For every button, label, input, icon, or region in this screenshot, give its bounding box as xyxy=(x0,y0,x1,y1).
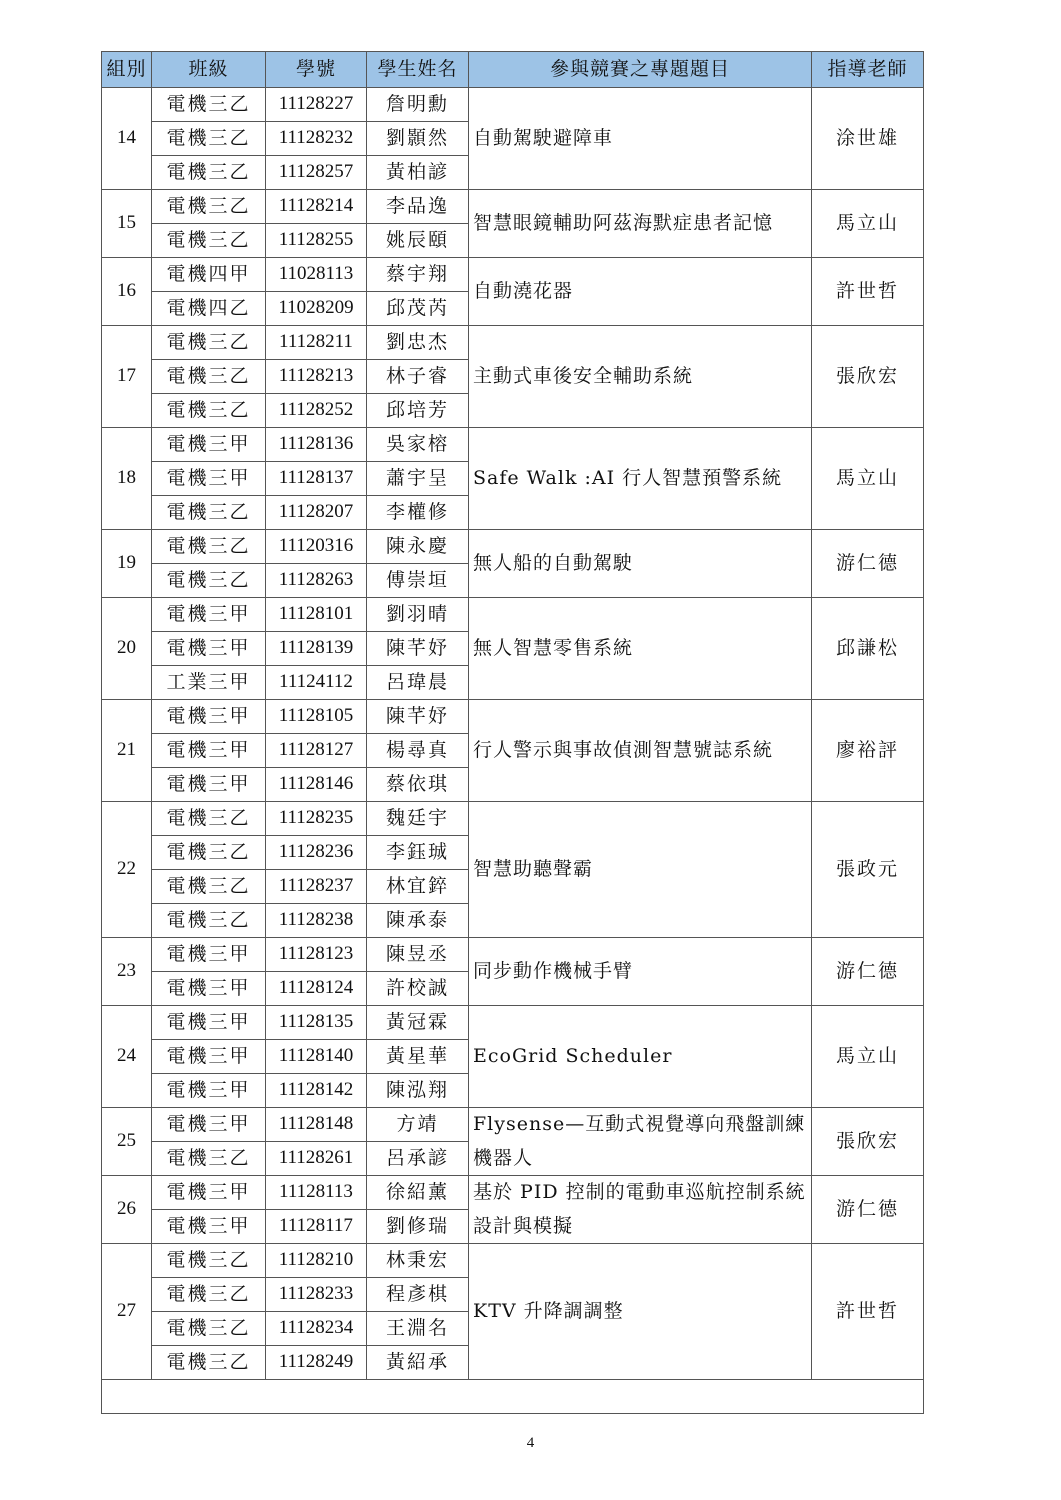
student-name-cell: 蕭宇呈 xyxy=(367,462,469,496)
group-number-cell: 14 xyxy=(102,88,152,190)
student-id-cell: 11028113 xyxy=(266,258,367,292)
class-cell: 電機三乙 xyxy=(152,394,266,428)
topic-cell: 無人智慧零售系統 xyxy=(469,598,812,700)
student-name-cell: 傅崇垣 xyxy=(367,564,469,598)
student-name-cell: 邱培芳 xyxy=(367,394,469,428)
table-header xyxy=(102,52,924,88)
class-cell: 電機三乙 xyxy=(152,530,266,564)
header-student-name: 學生姓名 xyxy=(367,52,469,88)
student-id-cell: 11128249 xyxy=(266,1346,367,1380)
student-id-cell: 11128235 xyxy=(266,802,367,836)
competition-roster-table xyxy=(101,51,924,1414)
student-name-cell: 姚辰頤 xyxy=(367,224,469,258)
table-row xyxy=(102,1176,924,1210)
empty-row xyxy=(102,1380,924,1414)
student-id-cell: 11128214 xyxy=(266,190,367,224)
class-cell: 電機三乙 xyxy=(152,1312,266,1346)
teacher-cell: 馬立山 xyxy=(812,190,924,258)
student-name-cell: 王淵名 xyxy=(367,1312,469,1346)
student-id-cell: 11128139 xyxy=(266,632,367,666)
table-row xyxy=(102,598,924,632)
class-cell: 電機三甲 xyxy=(152,972,266,1006)
class-cell: 電機三乙 xyxy=(152,496,266,530)
header-group: 組別 xyxy=(102,52,152,88)
student-id-cell: 11128137 xyxy=(266,462,367,496)
group-number-cell: 18 xyxy=(102,428,152,530)
teacher-cell: 張政元 xyxy=(812,802,924,938)
class-cell: 電機三甲 xyxy=(152,462,266,496)
student-id-cell: 11128227 xyxy=(266,88,367,122)
group-number-cell: 21 xyxy=(102,700,152,802)
class-cell: 電機三甲 xyxy=(152,1074,266,1108)
table-row xyxy=(102,700,924,734)
class-cell: 電機三甲 xyxy=(152,700,266,734)
page-number: 4 xyxy=(526,1435,535,1451)
group-number-cell: 19 xyxy=(102,530,152,598)
student-name-cell: 李權修 xyxy=(367,496,469,530)
teacher-cell: 許世哲 xyxy=(812,258,924,326)
class-cell: 電機三乙 xyxy=(152,904,266,938)
teacher-cell: 張欣宏 xyxy=(812,1108,924,1176)
student-id-cell: 11128210 xyxy=(266,1244,367,1278)
table-row xyxy=(102,326,924,360)
group-number-cell: 16 xyxy=(102,258,152,326)
student-id-cell: 11128257 xyxy=(266,156,367,190)
student-name-cell: 陳承泰 xyxy=(367,904,469,938)
student-name-cell: 李品逸 xyxy=(367,190,469,224)
student-name-cell: 徐紹薰 xyxy=(367,1176,469,1210)
class-cell: 電機三乙 xyxy=(152,156,266,190)
group-number-cell: 20 xyxy=(102,598,152,700)
topic-cell: 智慧助聽聲霸 xyxy=(469,802,812,938)
student-id-cell: 11128146 xyxy=(266,768,367,802)
class-cell: 電機三乙 xyxy=(152,88,266,122)
student-name-cell: 陳芊妤 xyxy=(367,632,469,666)
student-id-cell: 11124112 xyxy=(266,666,367,700)
topic-cell: EcoGrid Scheduler xyxy=(469,1006,812,1108)
student-id-cell: 11128136 xyxy=(266,428,367,462)
student-id-cell: 11128237 xyxy=(266,870,367,904)
student-id-cell: 11128135 xyxy=(266,1006,367,1040)
table-row xyxy=(102,530,924,564)
student-id-cell: 11128124 xyxy=(266,972,367,1006)
student-name-cell: 黃冠霖 xyxy=(367,1006,469,1040)
class-cell: 電機三乙 xyxy=(152,122,266,156)
class-cell: 電機三甲 xyxy=(152,1210,266,1244)
student-id-cell: 11128142 xyxy=(266,1074,367,1108)
student-id-cell: 11128207 xyxy=(266,496,367,530)
teacher-cell: 涂世雄 xyxy=(812,88,924,190)
student-id-cell: 11128252 xyxy=(266,394,367,428)
group-number-cell: 23 xyxy=(102,938,152,1006)
class-cell: 電機三乙 xyxy=(152,802,266,836)
student-name-cell: 陳芊妤 xyxy=(367,700,469,734)
teacher-cell: 廖裕評 xyxy=(812,700,924,802)
student-name-cell: 黃星華 xyxy=(367,1040,469,1074)
student-id-cell: 11128255 xyxy=(266,224,367,258)
class-cell: 電機三乙 xyxy=(152,224,266,258)
group-number-cell: 25 xyxy=(102,1108,152,1176)
table-row xyxy=(102,802,924,836)
student-id-cell: 11128123 xyxy=(266,938,367,972)
class-cell: 電機三甲 xyxy=(152,1006,266,1040)
topic-cell: 自動澆花器 xyxy=(469,258,812,326)
student-id-cell: 11120316 xyxy=(266,530,367,564)
student-name-cell: 黃紹承 xyxy=(367,1346,469,1380)
class-cell: 電機三甲 xyxy=(152,938,266,972)
student-name-cell: 吳家榕 xyxy=(367,428,469,462)
student-id-cell: 11128232 xyxy=(266,122,367,156)
student-name-cell: 魏廷宇 xyxy=(367,802,469,836)
table-row xyxy=(102,88,924,122)
student-name-cell: 陳昱丞 xyxy=(367,938,469,972)
student-name-cell: 蔡依琪 xyxy=(367,768,469,802)
topic-cell: 行人警示與事故偵測智慧號誌系統 xyxy=(469,700,812,802)
teacher-cell: 張欣宏 xyxy=(812,326,924,428)
student-name-cell: 程彥棋 xyxy=(367,1278,469,1312)
class-cell: 電機三甲 xyxy=(152,734,266,768)
group-number-cell: 17 xyxy=(102,326,152,428)
topic-cell: 無人船的自動駕駛 xyxy=(469,530,812,598)
group-number-cell: 15 xyxy=(102,190,152,258)
student-name-cell: 呂瑋晨 xyxy=(367,666,469,700)
student-name-cell: 林宜錊 xyxy=(367,870,469,904)
header-row xyxy=(102,52,924,88)
student-id-cell: 11128148 xyxy=(266,1108,367,1142)
class-cell: 電機三甲 xyxy=(152,768,266,802)
student-id-cell: 11128238 xyxy=(266,904,367,938)
class-cell: 電機三甲 xyxy=(152,428,266,462)
table-row xyxy=(102,258,924,292)
class-cell: 電機三乙 xyxy=(152,326,266,360)
student-id-cell: 11128117 xyxy=(266,1210,367,1244)
class-cell: 電機三甲 xyxy=(152,632,266,666)
student-id-cell: 11128236 xyxy=(266,836,367,870)
class-cell: 電機三甲 xyxy=(152,1108,266,1142)
group-number-cell: 24 xyxy=(102,1006,152,1108)
student-name-cell: 詹明勳 xyxy=(367,88,469,122)
student-id-cell: 11128140 xyxy=(266,1040,367,1074)
student-name-cell: 劉修瑞 xyxy=(367,1210,469,1244)
topic-cell: 同步動作機械手臂 xyxy=(469,938,812,1006)
student-name-cell: 劉羽晴 xyxy=(367,598,469,632)
student-name-cell: 邱茂芮 xyxy=(367,292,469,326)
student-name-cell: 林子睿 xyxy=(367,360,469,394)
teacher-cell: 游仁德 xyxy=(812,938,924,1006)
student-id-cell: 11128127 xyxy=(266,734,367,768)
topic-cell: 自動駕駛避障車 xyxy=(469,88,812,190)
class-cell: 電機四甲 xyxy=(152,258,266,292)
table-row xyxy=(102,938,924,972)
student-id-cell: 11128213 xyxy=(266,360,367,394)
teacher-cell: 馬立山 xyxy=(812,428,924,530)
topic-cell: Safe Walk :AI 行人智慧預警系統 xyxy=(469,428,812,530)
student-id-cell: 11128234 xyxy=(266,1312,367,1346)
student-name-cell: 陳泓翔 xyxy=(367,1074,469,1108)
student-name-cell: 劉忠杰 xyxy=(367,326,469,360)
class-cell: 電機三乙 xyxy=(152,870,266,904)
student-id-cell: 11128233 xyxy=(266,1278,367,1312)
student-name-cell: 李鈺珹 xyxy=(367,836,469,870)
student-id-cell: 11128101 xyxy=(266,598,367,632)
teacher-cell: 邱謙松 xyxy=(812,598,924,700)
student-name-cell: 劉顥然 xyxy=(367,122,469,156)
group-number-cell: 26 xyxy=(102,1176,152,1244)
class-cell: 電機三甲 xyxy=(152,1176,266,1210)
teacher-cell: 游仁德 xyxy=(812,1176,924,1244)
class-cell: 電機三乙 xyxy=(152,836,266,870)
student-name-cell: 陳永慶 xyxy=(367,530,469,564)
topic-cell: Flysense—互動式視覺導向飛盤訓練機器人 xyxy=(469,1108,812,1176)
class-cell: 電機三乙 xyxy=(152,190,266,224)
class-cell: 電機三甲 xyxy=(152,1040,266,1074)
topic-cell: 主動式車後安全輔助系統 xyxy=(469,326,812,428)
student-id-cell: 11128113 xyxy=(266,1176,367,1210)
class-cell: 電機三乙 xyxy=(152,564,266,598)
student-name-cell: 蔡宇翔 xyxy=(367,258,469,292)
table-row xyxy=(102,190,924,224)
table-row xyxy=(102,428,924,462)
class-cell: 電機三乙 xyxy=(152,1142,266,1176)
header-student-id: 學號 xyxy=(266,52,367,88)
class-cell: 電機四乙 xyxy=(152,292,266,326)
student-name-cell: 黃柏諺 xyxy=(367,156,469,190)
header-teacher: 指導老師 xyxy=(812,52,924,88)
student-name-cell: 方靖 xyxy=(367,1108,469,1142)
header-class: 班級 xyxy=(152,52,266,88)
table-row xyxy=(102,1244,924,1278)
class-cell: 電機三乙 xyxy=(152,1278,266,1312)
class-cell: 電機三乙 xyxy=(152,360,266,394)
empty-cell xyxy=(102,1380,924,1414)
group-number-cell: 27 xyxy=(102,1244,152,1380)
class-cell: 電機三甲 xyxy=(152,598,266,632)
student-name-cell: 林秉宏 xyxy=(367,1244,469,1278)
table-row xyxy=(102,1006,924,1040)
student-id-cell: 11028209 xyxy=(266,292,367,326)
student-id-cell: 11128261 xyxy=(266,1142,367,1176)
class-cell: 工業三甲 xyxy=(152,666,266,700)
topic-cell: 基於 PID 控制的電動車巡航控制系統設計與模擬 xyxy=(469,1176,812,1244)
student-id-cell: 11128105 xyxy=(266,700,367,734)
teacher-cell: 馬立山 xyxy=(812,1006,924,1108)
header-topic: 參與競賽之專題題目 xyxy=(469,52,812,88)
class-cell: 電機三乙 xyxy=(152,1244,266,1278)
class-cell: 電機三乙 xyxy=(152,1346,266,1380)
group-number-cell: 22 xyxy=(102,802,152,938)
student-name-cell: 許校誠 xyxy=(367,972,469,1006)
student-name-cell: 呂承諺 xyxy=(367,1142,469,1176)
topic-cell: KTV 升降調調整 xyxy=(469,1244,812,1380)
student-id-cell: 11128211 xyxy=(266,326,367,360)
student-id-cell: 11128263 xyxy=(266,564,367,598)
teacher-cell: 游仁德 xyxy=(812,530,924,598)
teacher-cell: 許世哲 xyxy=(812,1244,924,1380)
topic-cell: 智慧眼鏡輔助阿茲海默症患者記憶 xyxy=(469,190,812,258)
table-row xyxy=(102,1108,924,1142)
student-name-cell: 楊尋真 xyxy=(367,734,469,768)
table-body xyxy=(102,88,924,1414)
